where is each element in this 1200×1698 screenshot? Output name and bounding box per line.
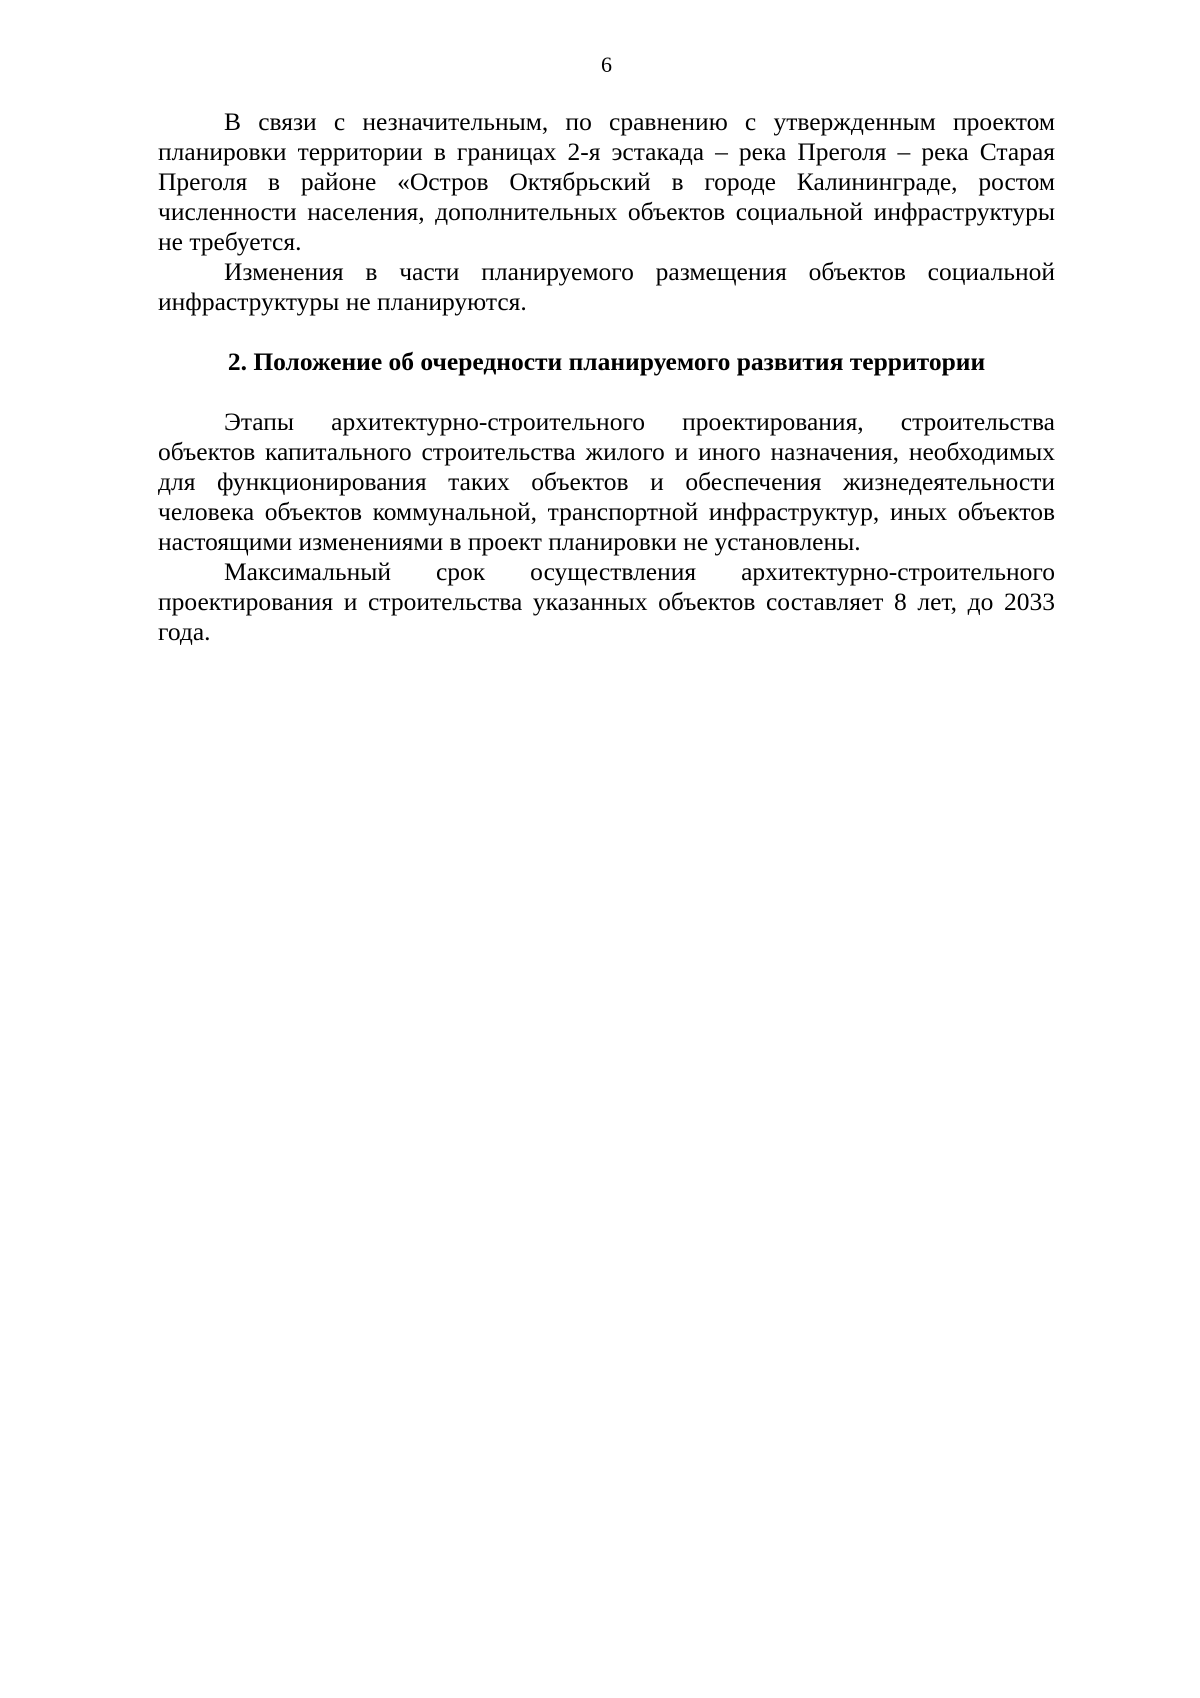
text-line: планировки территории в границах 2-я эстакада – река Преголя – река Старая xyxy=(158,137,1055,166)
text-line: года. xyxy=(158,617,211,646)
page-number: 6 xyxy=(601,52,612,77)
text-line: инфраструктуры не планируются. xyxy=(158,287,527,316)
text-line: Этапы архитектурно-строительного проектирования, строительства xyxy=(224,407,1055,436)
text-line: Изменения в части планируемого размещения объектов социальной xyxy=(224,257,1055,286)
text-line: Максимальный срок осуществления архитектурно-строительного xyxy=(224,557,1055,586)
text-line: численности населения, дополнительных объектов социальной инфраструктуры xyxy=(158,197,1055,226)
section-heading: 2. Положение об очередности планируемого развития территории xyxy=(227,347,986,376)
text-line: проектирования и строительства указанных объектов составляет 8 лет, до 2033 xyxy=(158,587,1055,616)
text-line: настоящими изменениями в проект планировки не установлены. xyxy=(158,527,861,556)
text-line: человека объектов коммунальной, транспортной инфраструктур, иных объектов xyxy=(158,497,1055,526)
text-line: В связи с незначительным, по сравнению с утвержденным проектом xyxy=(224,107,1055,136)
text-line: не требуется. xyxy=(158,227,302,256)
text-line: Преголя в районе «Остров Октябрьский в городе Калининграде, ростом xyxy=(158,167,1055,196)
text-line: для функционирования таких объектов и обеспечения жизнедеятельности xyxy=(158,467,1055,496)
text-line: объектов капитального строительства жилого и иного назначения, необходимых xyxy=(158,437,1055,466)
